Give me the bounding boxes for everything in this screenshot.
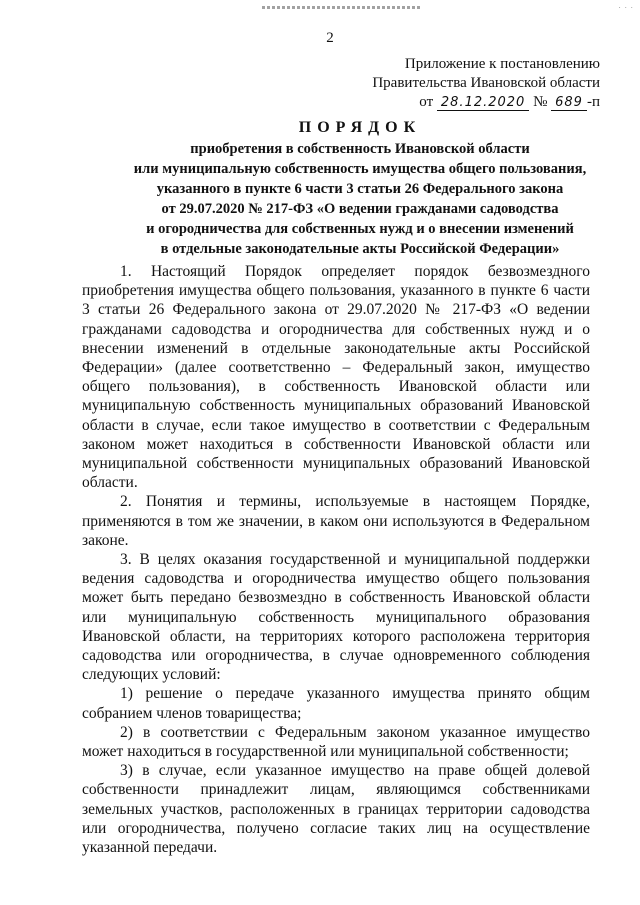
paragraph-2: 2. Понятия и термины, используемые в настоящем Порядке, применяются в том же значении, в каком они используются в Федеральном законе. <box>82 493 590 549</box>
document-title: ПОРЯДОК <box>298 119 422 136</box>
page-number: 2 <box>326 30 334 46</box>
subtitle-line: или муниципальную собственность имущества общего пользования, <box>133 161 587 177</box>
subtitle-line: от 29.07.2020 № 217-ФЗ «О ведении гражданами садоводства <box>161 201 559 217</box>
appendix-line-2: Правительства Ивановской области <box>372 75 600 91</box>
scan-header-mark <box>262 6 420 9</box>
number-suffix: -п <box>586 94 600 110</box>
paragraph-3: 3. В целях оказания государственной и муниципальной поддержки ведения садоводства и огородничества имущество общего пользования может быть передано безвозмездно в собственность Ивановской области или муниципальную собственность муниципального образования Ивановской области, на территориях которого расположена территория садоводства или огородничества, в случае одновременного соблюдения следующих условий: <box>82 551 590 684</box>
document-subtitle <box>60 139 640 259</box>
subtitle-line: и огородничества для собственных нужд и о внесении изменений <box>146 221 574 237</box>
paragraph-1: 1. Настоящий Порядок определяет порядок безвозмездного приобретения имущества общего пользования, указанного в пункте 6 части 3 статьи 26 Федерального закона от 29.07.2020 № 217-ФЗ «О ведении гражданами садоводства и огородничества для собственных нужд и о внесении изменений в отдельные законодательные акты Российской Федерации» (далее соответственно – Федеральный закон, имущество общего пользования), в собственность Ивановской области или муниципальную собственность муниципальных образований Ивановской области в случае, если такое имущество в соответствии с Федеральным законом может находиться в собственности Ивановской области или муниципальной собственности муниципальных образований Ивановской области. <box>82 263 590 492</box>
number-prefix: № <box>533 94 548 110</box>
subtitle-line: в отдельные законодательные акты Российской Федерации» <box>160 241 560 257</box>
condition-3: 3) в случае, если указанное имущество на праве общей долевой собственности принадлежит лицам, являющимся собственниками земельных участков, расположенных в границах территории садоводства или огородничества, получено согласие таких лиц на осуществление указанной передачи. <box>82 762 590 857</box>
date-prefix: от <box>419 94 434 110</box>
appendix-date-line <box>350 93 600 112</box>
condition-2: 2) в соответствии с Федеральным законом указанное имущество может находиться в государственной или муниципальной собственности; <box>82 723 590 761</box>
subtitle-line: указанного в пункте 6 части 3 статьи 26 Федерального закона <box>156 181 564 197</box>
appendix-line-1: Приложение к постановлению <box>404 56 600 72</box>
handwritten-date: 28.12.2020 <box>437 95 529 111</box>
appendix-header <box>350 55 600 112</box>
condition-1: 1) решение о передаче указанного имущества принято общим собранием членов товарищества; <box>82 685 590 722</box>
handwritten-number: 689 <box>551 95 587 111</box>
document-body <box>82 262 590 857</box>
subtitle-line: приобретения в собственность Ивановской области <box>190 141 530 157</box>
scan-corner-mark: · · · <box>618 4 634 12</box>
